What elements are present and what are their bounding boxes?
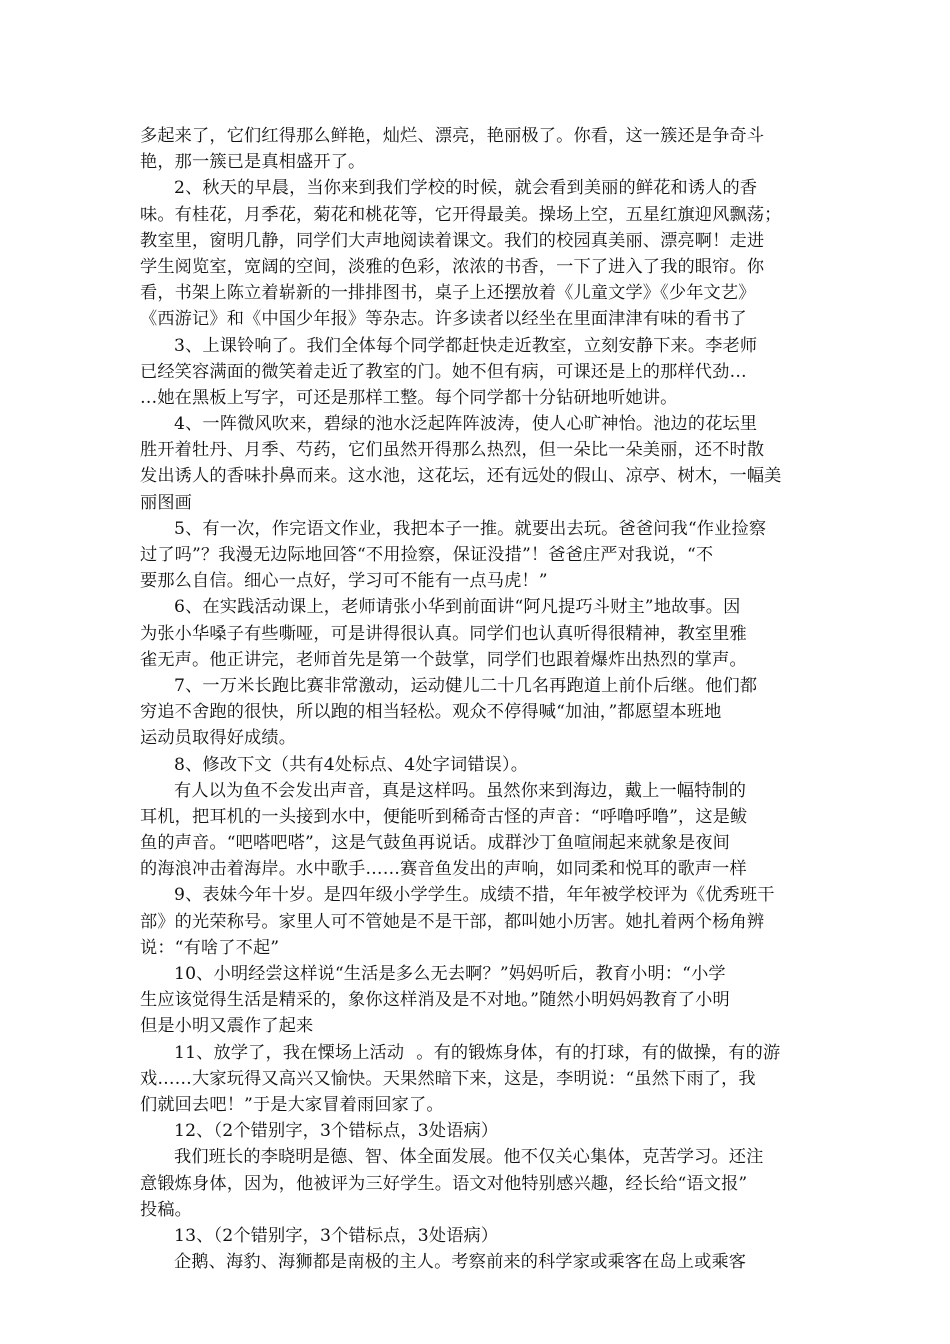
text-line: 意锻炼身体，因为，他被评为三好学生。语文对他特别感兴趣，经长给“语文报” xyxy=(140,1173,748,1194)
text-line: 12、（2个错别字，3个错标点，3处语病） xyxy=(174,1121,499,1142)
text-line: 胜开着牡丹、月季、芍药，它们虽然开得那么热烈，但一朵比一朵美丽，还不时散 xyxy=(140,440,765,461)
text-line: 耳机，把耳机的一头接到水中，便能听到稀奇古怪的声音：“呼噜呼噜”，这是鲅 xyxy=(140,806,748,827)
text-line: 5、有一次，作完语文作业，我把本子一推。就要出去玩。爸爸问我“作业捡察 xyxy=(174,518,767,539)
text-line: 发出诱人的香味扑鼻而来。这水池，这花坛，还有远处的假山、凉亭、树木，一幅美 xyxy=(140,466,782,487)
text-line: 7、一万米长跑比赛非常激动，运动健儿二十几名再跑道上前仆后继。他们都 xyxy=(174,675,758,696)
text-line: …她在黑板上写字，可还是那样工整。每个同学都十分钻研地听她讲。 xyxy=(140,387,678,408)
text-line: 2、秋天的早晨，当你来到我们学校的时候，就会看到美丽的鲜花和诱人的香 xyxy=(174,178,758,199)
text-line: 13、（2个错别字，3个错标点，3处语病） xyxy=(174,1225,499,1246)
text-line: 味。有桂花，月季花，菊花和桃花等，它开得最美。操场上空，五星红旗迎风飘荡； xyxy=(140,204,782,225)
text-line: 说：“有啥了不起” xyxy=(140,937,280,958)
text-line: 3、上课铃响了。我们全体每个同学都赶快走近教室，立刻安静下来。李老师 xyxy=(174,335,758,356)
text-line: 生应该觉得生活是精采的，象你这样消及是不对地。”随然小明妈妈教育了小明 xyxy=(140,990,730,1011)
text-line: 运动员取得好成绩。 xyxy=(140,728,297,749)
text-line: 9、表妹今年十岁。是四年级小学学生。成绩不措，年年被学校评为《优秀班干 xyxy=(174,885,775,906)
text-line: 多起来了，它们红得那么鲜艳，灿烂、漂亮，艳丽极了。你看，这一簇还是争奇斗 xyxy=(140,126,765,146)
text-line: 6、在实践活动课上，老师请张小华到前面讲“阿凡提巧斗财主”地故事。因 xyxy=(174,597,741,618)
text-line: 鱼的声音。“吧嗒吧嗒”，这是气鼓鱼再说话。成群沙丁鱼喧闹起来就象是夜间 xyxy=(140,833,731,854)
text-line: 穷追不舍跑的很快，所以跑的相当轻松。观众不停得喊“加油，”都愿望本班地 xyxy=(140,702,722,723)
text-line: 已经笑容满面的微笑着走近了教室的门。她不但有病，可课还是上的那样代劲… xyxy=(140,361,747,382)
text-line: 但是小明又震作了起来 xyxy=(140,1016,314,1037)
text-line: 4、一阵微风吹来，碧绿的池水泛起阵阵波涛，使人心旷神怡。池边的花坛里 xyxy=(174,414,758,435)
text-line: 8、修改下文（共有4处标点、4处字词错误）。 xyxy=(174,754,529,775)
text-line: 教室里，窗明几静，同学们大声地阅读着课文。我们的校园真美丽、漂亮啊！走进 xyxy=(140,230,765,251)
text-line: 雀无声。他正讲完，老师首先是第一个鼓掌，同学们也跟着爆炸出热烈的掌声。 xyxy=(140,649,747,670)
text-line: 企鹅、海豹、海狮都是南极的主人。考察前来的科学家或乘客在岛上或乘客 xyxy=(174,1252,747,1273)
text-segment: 11、放学了，我在慄场上活动 xyxy=(174,1042,405,1063)
text-line: 10、小明经尝这样说“生活是多么无去啊？”妈妈听后，教育小明：“小学 xyxy=(174,964,726,984)
text-line: 过了吗”？我漫无边际地回答“不用捡察，保证没措”！爸爸庄严对我说，“不 xyxy=(140,545,714,565)
text-line: 学生阅览室，宽阔的空间，淡雅的色彩，浓浓的书香，一下了进入了我的眼帘。你 xyxy=(140,256,765,277)
text-line: 要那么自信。细心一点好，学习可不能有一点马虎！” xyxy=(140,571,548,592)
text-line: 部》的光荣称号。家里人可不管她是不是干部，都叫她小历害。她扎着两个杨角辨 xyxy=(140,911,765,932)
text-line: 有人以为鱼不会发出声音，真是这样吗。虽然你来到海边，戴上一幅特制的 xyxy=(174,780,747,801)
text-line: 为张小华嗓子有些嘶哑，可是讲得很认真。同学们也认真听得很精神，教室里雅 xyxy=(140,623,747,644)
text-line: 《西游记》和《中国少年报》等杂志。许多读者以经坐在里面津津有味的看书了 xyxy=(140,309,747,330)
text-line: 我们班长的李晓明是德、智、体全面发展。他不仅关心集体，克苦学习。还注 xyxy=(174,1147,764,1168)
text-line: 丽图画 xyxy=(140,492,193,513)
text-segment: 。有的锻炼身体，有的打球，有的做操，有的游 xyxy=(416,1042,781,1063)
text-line: 看，书架上陈立着崭新的一排排图书，桌子上还摆放着《儿童文学》《少年文艺》 xyxy=(140,283,756,304)
text-line: 投稿。 xyxy=(140,1199,193,1220)
text-line: 戏……大家玩得又高兴又愉快。天果然暗下来，这是，李明说：“虽然下雨了，我 xyxy=(140,1068,756,1089)
text-line xyxy=(140,1040,820,1066)
document-body xyxy=(140,123,820,1275)
text-line: 们就回去吧！”于是大家冒着雨回家了。 xyxy=(140,1094,444,1115)
text-line: 艳，那一簇已是真相盛开了。 xyxy=(140,152,366,173)
text-line: 的海浪冲击着海岸。水中歌手……赛音鱼发出的声响，如同柔和悦耳的歌声一样 xyxy=(140,859,747,880)
